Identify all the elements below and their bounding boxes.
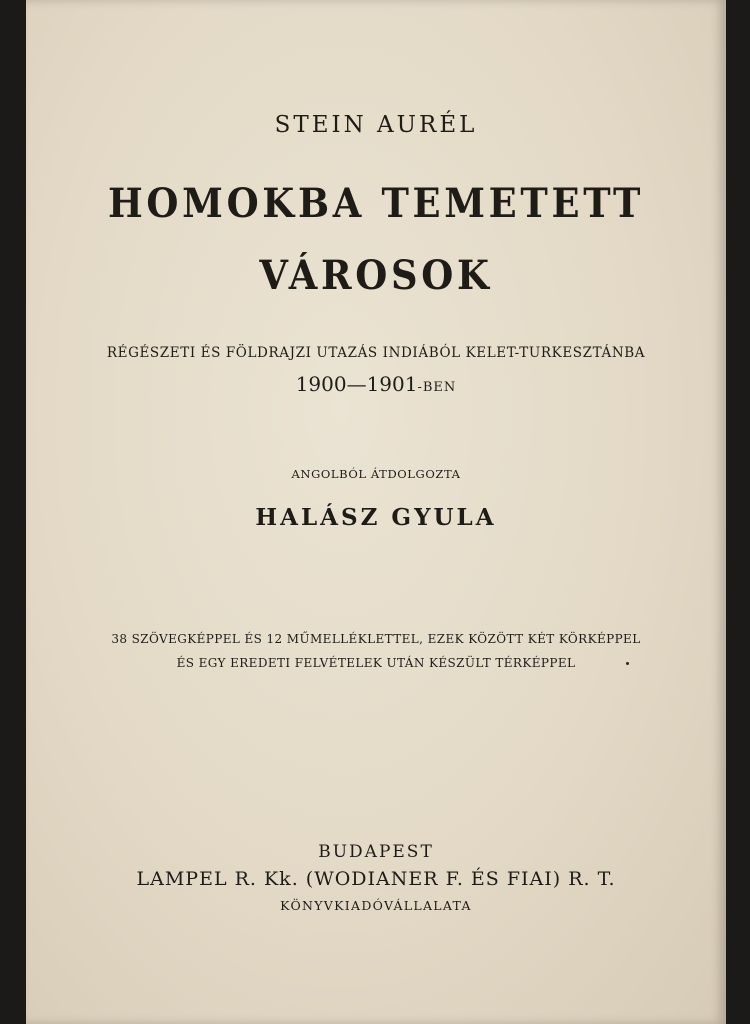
author-name: STEIN AURÉL [274, 112, 478, 138]
illustrations-note-line-1: 38 SZÖVEGKÉPPEL ÉS 12 MŰMELLÉKLETTEL, EZEK KÖZÖTT KÉT KÖRKÉPPEL [111, 632, 641, 646]
book-title-line-2: VÁROSOK [259, 252, 493, 299]
publisher-imprint: KÖNYVKIADÓVÁLLALATA [280, 898, 472, 913]
title-page [26, 0, 726, 1024]
publication-city: BUDAPEST [318, 842, 434, 862]
publisher-name: LAMPEL R. Kk. (WODIANER F. ÉS FIAI) R. T. [136, 868, 616, 890]
book-title-line-1: HOMOKBA TEMETETT [107, 180, 645, 227]
translator-name: HALÁSZ GYULA [255, 504, 497, 531]
print-speck [626, 662, 629, 665]
years-suffix: -BEN [417, 380, 457, 395]
book-subtitle: RÉGÉSZETI ÉS FÖLDRAJZI UTAZÁS INDIÁBÓL KELET-TURKESZTÁNBA [106, 345, 646, 361]
illustrations-note-line-2: ÉS EGY EREDETI FELVÉTELEK UTÁN KÉSZÜLT TÉRKÉPPEL [176, 656, 576, 670]
years-range: 1900—1901 [295, 372, 418, 396]
travel-years [26, 372, 726, 396]
translated-by-label: ANGOLBÓL ÁTDOLGOZTA [291, 467, 461, 481]
